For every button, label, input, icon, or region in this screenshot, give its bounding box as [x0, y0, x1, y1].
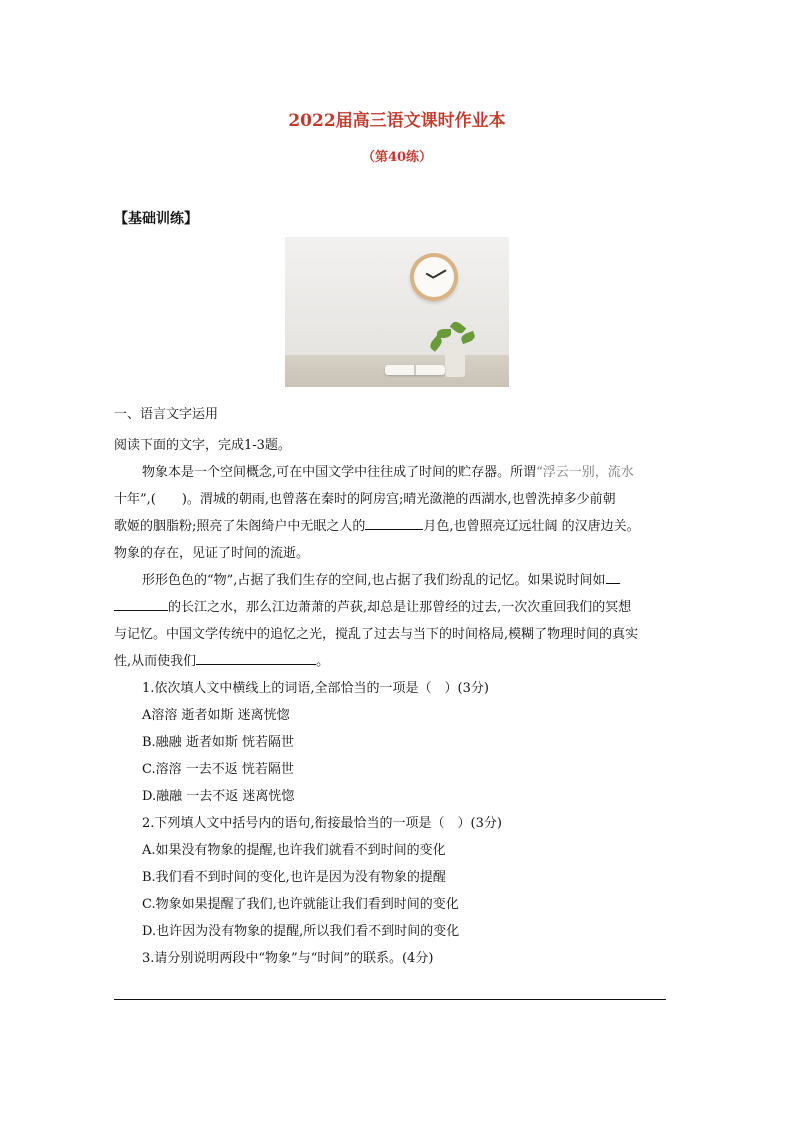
wall-clock-icon	[410, 253, 458, 301]
fill-blank[interactable]	[365, 515, 423, 530]
clock-plant-photo	[285, 237, 509, 387]
fill-blank[interactable]	[196, 650, 316, 665]
clock-face	[414, 257, 454, 297]
document-title: 2022届高三语文课时作业本	[288, 111, 506, 131]
passage-line: 的长江之水，那么江边萧萧的芦荻,却总是让那曾经的过去,一次次重回我们的冥想	[114, 594, 631, 621]
passage-line: 十年”,( )。渭城的朝雨,也曾落在秦时的阿房宫;晴光潋滟的西湖水,也曾洗掉多少前朝	[114, 492, 616, 507]
option-2d: D.也许因为没有物象的提醒,所以我们看不到时间的变化	[142, 924, 460, 939]
passage-line: 性,从而使我们 。	[114, 648, 329, 675]
option-2c: C.物象如果提醒了我们,也许就能让我们看到时间的变化	[142, 897, 459, 912]
option-1d: D.融融 一去不返 迷离恍惚	[142, 789, 295, 804]
option-1a: A溶溶 逝者如斯 迷离恍惚	[142, 708, 290, 723]
option-2a: A.如果没有物象的提醒,也许我们就看不到时间的变化	[142, 843, 446, 858]
book-spine	[414, 365, 416, 375]
part-heading: 一、语言文字运用	[114, 407, 219, 422]
question-1: 1.依次填人文中横线上的词语,全部恰当的一项是（ ）(3分)	[142, 681, 489, 696]
document-subtitle: （第40练）	[361, 150, 433, 165]
instruction: 阅读下面的文字，完成1-3题。	[114, 438, 291, 453]
clock-minute-hand	[433, 269, 446, 277]
option-2b: B.我们看不到时间的变化,也许是因为没有物象的提醒	[142, 870, 446, 885]
section-label: 【基础训练】	[114, 211, 198, 227]
passage-line: 形形色色的“物”,占据了我们生存的空间,也占据了我们纷乱的记忆。如果说时间如	[142, 567, 620, 594]
passage-line: 与记忆。中国文学传统中的追忆之光，搅乱了过去与当下的时间格局,模糊了物理时间的真实	[114, 627, 639, 642]
answer-line[interactable]	[114, 999, 666, 1000]
passage-line: 物象本是一个空间概念,可在中国文学中往往成了时间的贮存器。所谓“浮云一别，流水	[142, 465, 634, 480]
passage-line: 物象的存在，见证了时间的流逝。	[114, 546, 310, 561]
option-1b: B.融融 逝者如斯 恍若隔世	[142, 735, 294, 750]
option-1c: C.溶溶 一去不返 恍若隔世	[142, 762, 294, 777]
question-3: 3.请分别说明两段中“物象”与“时间”的联系。(4分)	[142, 951, 434, 966]
fill-blank[interactable]	[114, 596, 168, 611]
passage-line: 歌姬的胭脂粉;照亮了朱阁绮户中无眠之人的 月色,也曾照亮辽远壮阔 的汉唐边关。	[114, 513, 640, 540]
photo-wall	[285, 237, 509, 355]
plant-pot	[445, 345, 465, 377]
question-2: 2.下列填人文中括号内的语句,衔接最恰当的一项是（ ）(3分)	[142, 816, 502, 831]
fill-blank[interactable]	[606, 569, 620, 584]
